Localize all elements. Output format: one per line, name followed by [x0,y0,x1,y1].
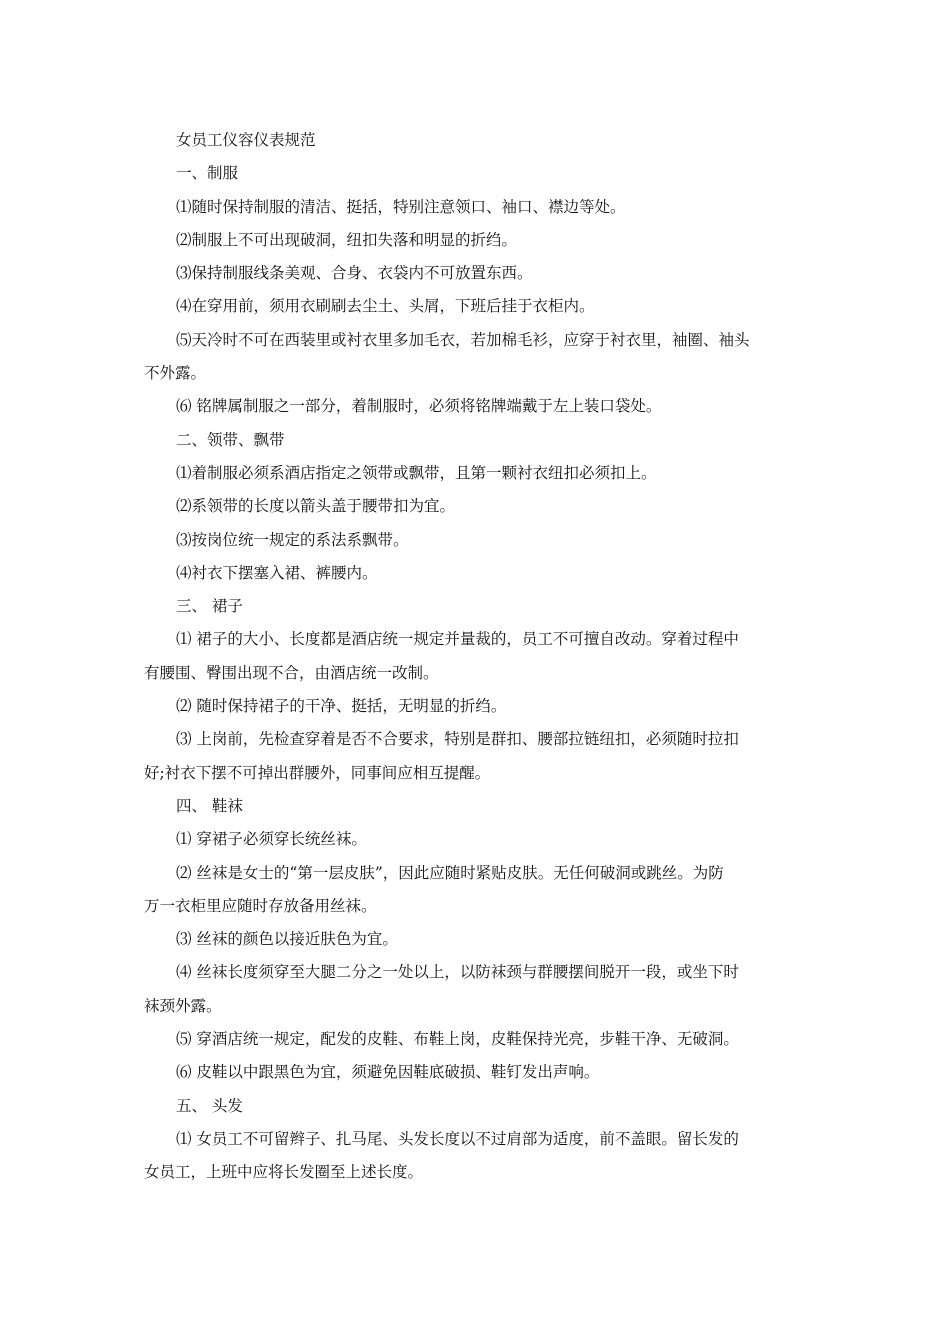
section-heading-hair: 五、 头发 [176,1096,243,1115]
paragraph-line: ⑴随时保持制服的清洁、挺括，特别注意领口、袖口、襟边等处。 [176,197,626,216]
paragraph-line: ⑶ 上岗前，先检查穿着是否不合要求，特别是群扣、腰部拉链纽扣，必须随时拉扣 [176,730,739,749]
paragraph-line: ⑶按岗位统一规定的系法系飘带。 [176,530,409,549]
paragraph-line: 袜颈外露。 [144,996,222,1015]
paragraph-line: ⑶ 丝袜的颜色以接近肤色为宜。 [176,930,398,949]
paragraph-line: ⑴ 穿裙子必须穿长统丝袜。 [176,830,367,849]
paragraph-line: 有腰围、臀围出现不合，由酒店统一改制。 [144,663,439,682]
paragraph-line: ⑶保持制服线条美观、合身、衣袋内不可放置东西。 [176,264,533,283]
section-heading-tie: 二、领带、飘带 [176,430,285,449]
section-heading-shoes: 四、 鞋袜 [176,796,243,815]
paragraph-line: ⑴ 裙子的大小、长度都是酒店统一规定并量裁的，员工不可擅自改动。穿着过程中 [176,630,739,649]
paragraph-line: 好;衬衣下摆不可掉出群腰外，同事间应相互提醒。 [144,763,491,782]
section-heading-uniform: 一、制服 [176,164,239,183]
paragraph-line: ⑵系领带的长度以箭头盖于腰带扣为宜。 [176,497,456,516]
paragraph-line: ⑴着制服必须系酒店指定之领带或飘带，且第一颗衬衣纽扣必须扣上。 [176,463,657,482]
paragraph-line: ⑵ 丝袜是女士的“第一层皮肤”，因此应随时紧贴皮肤。无任何破洞或跳丝。为防 [176,863,724,882]
paragraph-line: ⑸天冷时不可在西装里或衬衣里多加毛衣，若加棉毛衫，应穿于衬衣里，袖圈、袖头 [176,330,750,349]
document-title: 女员工仪容仪表规范 [176,131,316,149]
paragraph-line: ⑹ 皮鞋以中跟黑色为宜，须避免因鞋底破损、鞋钉发出声响。 [176,1063,600,1082]
paragraph-line: ⑵ 随时保持裙子的干净、挺括，无明显的折绉。 [176,697,507,716]
paragraph-line: ⑷衬衣下摆塞入裙、裤腰内。 [176,563,378,582]
paragraph-line: ⑹ 铭牌属制服之一部分，着制服时，必须将铭牌端戴于左上装口袋处。 [176,397,662,416]
document-body [144,124,800,1190]
paragraph-line: ⑷在穿用前，须用衣刷刷去尘土、头屑，下班后挂于衣柜内。 [176,297,595,316]
paragraph-line: ⑷ 丝袜长度须穿至大腿二分之一处以上，以防袜颈与群腰摆间脱开一段，或坐下时 [176,963,739,982]
paragraph-line: 不外露。 [144,364,207,383]
paragraph-line: ⑸ 穿酒店统一规定，配发的皮鞋、布鞋上岗，皮鞋保持光亮，步鞋干净、无破洞。 [176,1030,739,1049]
paragraph-line: 万一衣柜里应随时存放备用丝袜。 [144,896,377,915]
paragraph-line: ⑵制服上不可出现破洞，纽扣失落和明显的折绉。 [176,230,518,249]
paragraph-line: 女员工，上班中应将长发圈至上述长度。 [144,1163,424,1182]
paragraph-line: ⑴ 女员工不可留辫子、扎马尾、头发长度以不过肩部为适度，前不盖眼。留长发的 [176,1129,739,1148]
section-heading-skirt: 三、 裙子 [176,597,243,616]
